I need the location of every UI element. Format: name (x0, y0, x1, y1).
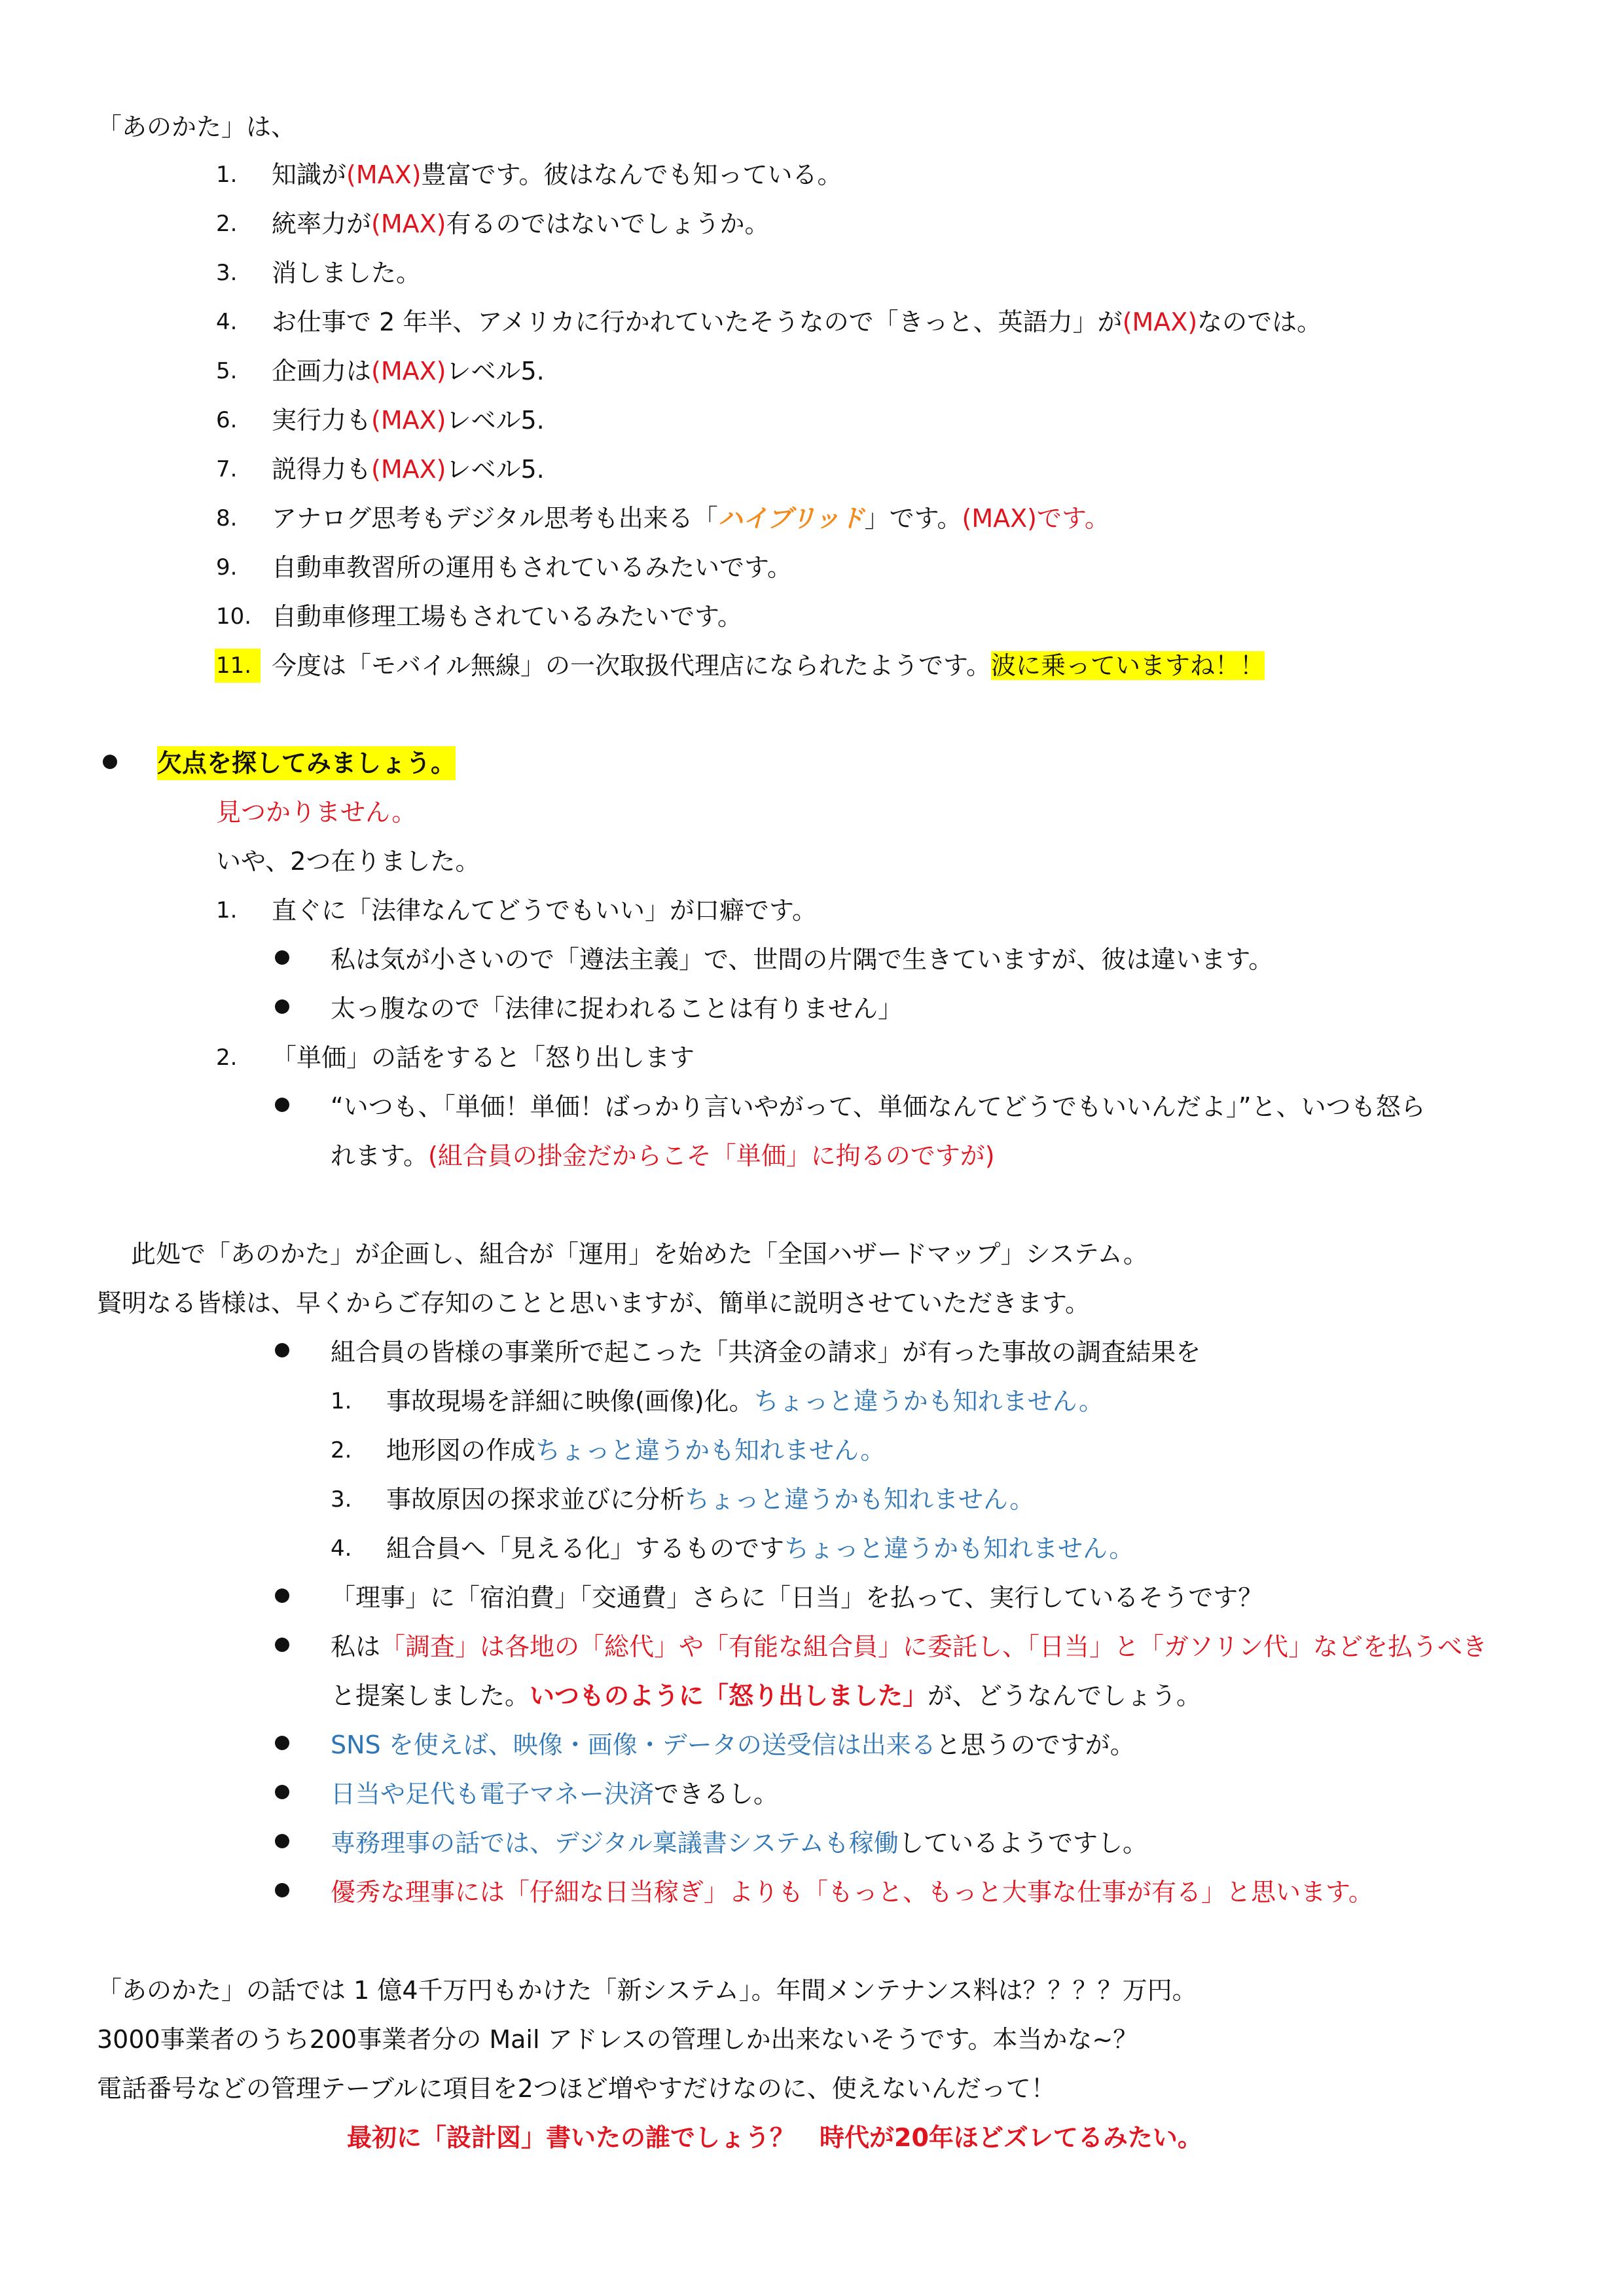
max-tag: (MAX) (1122, 308, 1198, 336)
bullet-item (331, 1777, 778, 1811)
list-number: 3. (331, 1486, 352, 1513)
list-item (272, 158, 842, 192)
list-item: 直ぐに「法律なんてどうでもいい」が口癖です。 (272, 896, 817, 925)
list-number: 4. (216, 309, 238, 335)
item-text: と思うのですが。 (935, 1731, 1135, 1759)
list-number: 2. (216, 1045, 238, 1071)
item-text: 統率力が (272, 209, 372, 238)
item-text: お仕事で 2 年半、アメリカに行かれていたそうなので「きっと、英語力」が (272, 308, 1123, 336)
blue-note: ちょっと違うかも知れません。 (784, 1534, 1134, 1563)
bullet-icon (275, 1883, 289, 1897)
list-number: 1. (216, 162, 238, 188)
bullet-item: “いつも、「単価！単価！ばっかり言いやがって、単価なんてどうでもいいんだよ」”と、いつも怒ら (331, 1092, 1426, 1121)
item-text: 消しました。 (272, 259, 422, 287)
bullet-item: 太っ腹なので「法律に捉われることは有りません」 (331, 994, 903, 1023)
list-number: 4. (331, 1535, 352, 1562)
item-text: 組合員へ「見える化」するものです (386, 1534, 785, 1563)
list-item (272, 501, 1110, 535)
list-number: 7. (216, 456, 238, 482)
bullet-item-continued (331, 1679, 1201, 1713)
blue-text: 専務理事の話では、デジタル稟議書システムも稼働 (331, 1829, 899, 1857)
bullet-item (331, 1826, 1147, 1860)
bullet-icon (103, 755, 117, 769)
bullet-icon (275, 1638, 289, 1652)
bullet-icon (275, 1343, 289, 1357)
item-text: 有るのではないでしょうか。 (446, 209, 770, 238)
flaws-not-found: 見つかりません。 (216, 798, 417, 827)
item-text: 知識が (272, 160, 347, 189)
bullet-item (331, 1630, 1487, 1664)
item-text: 今度は「モバイル無線」の一次取扱代理店になられたようです。 (272, 651, 991, 680)
flaws-heading: 欠点を探してみましょう。 (157, 746, 456, 780)
blue-note: ちょっと違うかも知れません。 (685, 1485, 1035, 1514)
highlight-text: 波に乗っていますね！！ (990, 651, 1265, 680)
sub-list-item (386, 1384, 1104, 1418)
list-number: 1. (331, 1388, 352, 1414)
list-number: 9. (216, 554, 238, 581)
bullet-icon (275, 1834, 289, 1848)
item-text: 企画力は (272, 357, 372, 386)
hybrid-word: ハイブリッド (717, 504, 865, 533)
list-number: 11. (215, 649, 261, 683)
list-item (272, 403, 545, 437)
intro-heading: 「あのかた」は、 (97, 113, 297, 141)
list-item (272, 452, 545, 486)
list-item (272, 649, 1265, 683)
max-tag: (MAX) (346, 160, 422, 189)
bullet-icon (275, 1785, 289, 1799)
list-number: 1. (216, 897, 238, 924)
item-text: が、どうなんでしょう。 (928, 1681, 1202, 1710)
list-item: 自動車教習所の運用もされているみたいです。 (272, 553, 792, 582)
bullet-item: 私は気が小さいので「遵法主義」で、世間の片隅で生きていますが、彼は違います。 (331, 945, 1274, 974)
closing-line-1: 「あのかた」の話では 1 億4千万円もかけた「新システム」。年間メンテナンス料は？？？？万円。 (97, 1976, 1197, 2005)
item-text: アナログ思考もデジタル思考も出来る「 (272, 504, 718, 533)
item-text: と提案しました。 (331, 1681, 530, 1710)
list-number: 5. (216, 358, 238, 384)
blue-text: 日当や足代も電子マネー決済 (331, 1780, 655, 1808)
sub-list-item (386, 1433, 885, 1467)
hazard-intro-2: 賢明なる皆様は、早くからご存知のことと思いますが、簡単に説明させていただきます。 (97, 1289, 1090, 1318)
closing-line-4: 最初に「設計図」書いたの誰でしょう？ 時代が20年ほどズレてるみたい。 (347, 2123, 1202, 2152)
bullet-item: 優秀な理事には「仔細な日当稼ぎ」よりも「もっと、もっと大事な仕事が有る」と思います。 (331, 1878, 1373, 1907)
closing-line-3: 電話番号などの管理テーブルに項目を2つほど増やすだけなのに、使えないんだって！ (97, 2074, 1056, 2103)
closing-line-2: 3000事業者のうち200事業者分の Mail アドレスの管理しか出来ないそうです。本当かな~？ (97, 2025, 1138, 2054)
item-text: 私は (331, 1632, 381, 1661)
bullet-item (331, 1728, 1135, 1762)
max-tag: (MAX) (371, 357, 446, 386)
item-text: れます。 (331, 1141, 428, 1170)
item-text: 豊富です。彼はなんでも知っている。 (421, 160, 842, 189)
list-item (272, 207, 770, 241)
bullet-icon (275, 1588, 289, 1603)
hazard-intro: 此処で「あのかた」が企画し、組合が「運用」を始めた「全国ハザードマップ」システム。 (131, 1240, 1148, 1268)
list-number: 10. (216, 603, 252, 630)
sub-list-item (386, 1482, 1034, 1516)
red-bold-text: いつものように「怒り出しました」 (530, 1681, 928, 1710)
item-text: 地形図の作成 (386, 1436, 536, 1465)
bullet-icon (275, 1736, 289, 1750)
item-text: 事故原因の探求並びに分析 (386, 1485, 685, 1514)
item-text: レベル5. (446, 455, 545, 484)
blue-note: ちょっと違うかも知れません。 (753, 1387, 1104, 1416)
list-item: 自動車修理工場もされているみたいです。 (272, 602, 742, 631)
list-number: 2. (216, 211, 238, 237)
list-number: 2. (331, 1437, 352, 1463)
item-text: しているようですし。 (898, 1829, 1147, 1857)
bullet-icon (275, 999, 289, 1014)
list-item: 「単価」の話をすると「怒り出します (272, 1043, 695, 1072)
item-text: レベル5. (446, 357, 545, 386)
item-text: 実行力も (272, 406, 372, 435)
list-item (272, 305, 1322, 339)
bullet-icon (275, 1098, 289, 1112)
list-item (272, 256, 421, 290)
bullet-icon (275, 950, 289, 965)
sub-list-item (386, 1532, 1134, 1566)
list-number: 8. (216, 505, 238, 531)
list-number: 3. (216, 260, 238, 286)
max-tag: (MAX) (371, 455, 446, 484)
list-number: 6. (216, 407, 238, 433)
max-tag: (MAX)です。 (962, 504, 1110, 533)
item-text: 」です。 (864, 504, 962, 533)
max-tag: (MAX) (371, 209, 446, 238)
list-item (272, 354, 545, 388)
bullet-item: 組合員の皆様の事業所で起こった「共済金の請求」が有った事故の調査結果を (331, 1338, 1201, 1367)
item-text: レベル5. (446, 406, 545, 435)
item-text: 説得力も (272, 455, 372, 484)
blue-text: SNS を使えば、映像・画像・データの送受信は出来る (331, 1731, 936, 1759)
bullet-item: 「理事」に「宿泊費」「交通費」さらに「日当」を払って、実行しているそうです？ (331, 1583, 1263, 1612)
item-text: なのでは。 (1197, 308, 1322, 336)
flaws-found: いや、2つ在りました。 (216, 847, 480, 876)
blue-note: ちょっと違うかも知れません。 (535, 1436, 886, 1465)
red-text: 「調査」は各地の「総代」や「有能な組合員」に委託し、「日当」と「ガソリン代」などを払うべき (380, 1632, 1488, 1661)
red-note: (組合員の掛金だからこそ「単価」に拘るのですが) (427, 1141, 995, 1170)
item-text: 事故現場を詳細に映像(画像)化。 (386, 1387, 754, 1416)
bullet-item-continued (331, 1139, 995, 1173)
max-tag: (MAX) (371, 406, 446, 435)
item-text: できるし。 (654, 1780, 779, 1808)
